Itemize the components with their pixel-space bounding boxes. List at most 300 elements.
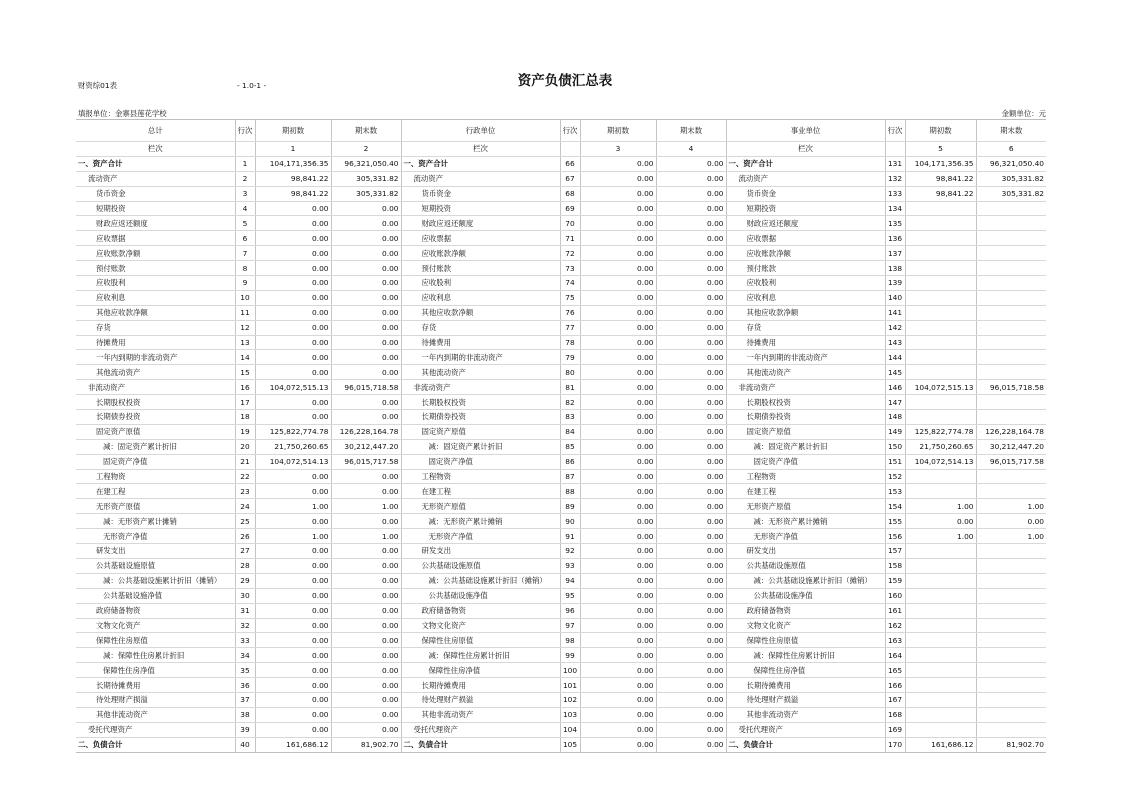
institution-opening-balance (905, 365, 976, 380)
institution-line-number: 135 (885, 216, 905, 231)
closing-balance: 0.00 (331, 722, 401, 737)
line-number: 21 (235, 454, 255, 469)
table-row (76, 722, 1046, 737)
institution-item-name: 保障性住房净值 (726, 663, 885, 678)
institution-opening-balance (905, 201, 976, 216)
closing-balance: 0.00 (331, 692, 401, 707)
admin-closing-balance: 0.00 (656, 514, 726, 529)
admin-item-name: 流动资产 (401, 171, 560, 186)
institution-item-name: 公共基础设施净值 (726, 588, 885, 603)
line-number: 28 (235, 558, 255, 573)
admin-closing-balance: 0.00 (656, 395, 726, 410)
institution-opening-balance (905, 678, 976, 693)
institution-closing-balance (976, 722, 1046, 737)
line-number: 14 (235, 350, 255, 365)
institution-item-name: 长期股权投资 (726, 395, 885, 410)
institution-item-name: 货币资金 (726, 186, 885, 201)
item-name: 减：固定资产累计折旧 (76, 439, 235, 454)
item-name: 应收股利 (76, 276, 235, 291)
institution-closing-balance: 96,015,718.58 (976, 380, 1046, 395)
table-row (76, 276, 1046, 291)
institution-line-number: 155 (885, 514, 905, 529)
admin-closing-balance: 0.00 (656, 558, 726, 573)
closing-balance: 0.00 (331, 395, 401, 410)
closing-balance: 81,902.70 (331, 737, 401, 752)
institution-opening-balance (905, 276, 976, 291)
institution-item-name: 固定资产净值 (726, 454, 885, 469)
admin-line-number: 70 (560, 216, 580, 231)
closing-balance: 0.00 (331, 573, 401, 588)
admin-closing-balance: 0.00 (656, 678, 726, 693)
admin-item-name: 二、负债合计 (401, 737, 560, 752)
table-row (76, 410, 1046, 425)
admin-line-number: 69 (560, 201, 580, 216)
admin-item-name: 短期投资 (401, 201, 560, 216)
institution-item-name: 减：无形资产累计摊销 (726, 514, 885, 529)
institution-opening-balance: 98,841.22 (905, 186, 976, 201)
admin-line-number: 104 (560, 722, 580, 737)
admin-closing-balance: 0.00 (656, 290, 726, 305)
admin-opening-balance: 0.00 (580, 171, 656, 186)
closing-balance: 0.00 (331, 618, 401, 633)
admin-opening-balance: 0.00 (580, 469, 656, 484)
institution-item-name: 长期待摊费用 (726, 678, 885, 693)
item-name: 文物文化资产 (76, 618, 235, 633)
item-name: 二、负债合计 (76, 737, 235, 752)
institution-closing-balance (976, 231, 1046, 246)
institution-opening-balance (905, 469, 976, 484)
table-row (76, 469, 1046, 484)
admin-opening-balance: 0.00 (580, 305, 656, 320)
line-number: 27 (235, 544, 255, 559)
institution-opening-balance (905, 618, 976, 633)
institution-item-name: 固定资产原值 (726, 424, 885, 439)
admin-item-name: 长期待摊费用 (401, 678, 560, 693)
table-row (76, 618, 1046, 633)
table-row (76, 603, 1046, 618)
line-number: 4 (235, 201, 255, 216)
header-row (76, 120, 1046, 142)
admin-closing-balance: 0.00 (656, 573, 726, 588)
institution-line-number: 153 (885, 484, 905, 499)
opening-balance: 0.00 (255, 588, 331, 603)
line-number: 30 (235, 588, 255, 603)
institution-opening-balance: 104,072,515.13 (905, 380, 976, 395)
closing-balance: 1.00 (331, 529, 401, 544)
item-name: 流动资产 (76, 171, 235, 186)
institution-line-number: 166 (885, 678, 905, 693)
institution-line-number: 148 (885, 410, 905, 425)
admin-line-number: 98 (560, 633, 580, 648)
closing-balance: 0.00 (331, 544, 401, 559)
table-row (76, 484, 1046, 499)
admin-line-number: 102 (560, 692, 580, 707)
opening-balance: 0.00 (255, 365, 331, 380)
closing-balance: 0.00 (331, 633, 401, 648)
subheader-cell: 栏次 (76, 142, 235, 157)
institution-line-number: 150 (885, 439, 905, 454)
institution-item-name: 长期债券投资 (726, 410, 885, 425)
institution-line-number: 132 (885, 171, 905, 186)
closing-balance: 96,321,050.40 (331, 156, 401, 171)
opening-balance: 0.00 (255, 678, 331, 693)
institution-closing-balance (976, 350, 1046, 365)
closing-balance: 0.00 (331, 707, 401, 722)
opening-balance: 0.00 (255, 395, 331, 410)
closing-balance: 126,228,164.78 (331, 424, 401, 439)
closing-balance: 0.00 (331, 663, 401, 678)
admin-item-name: 减：固定资产累计折旧 (401, 439, 560, 454)
institution-opening-balance (905, 692, 976, 707)
admin-opening-balance: 0.00 (580, 663, 656, 678)
admin-opening-balance: 0.00 (580, 707, 656, 722)
institution-opening-balance: 125,822,774.78 (905, 424, 976, 439)
opening-balance: 0.00 (255, 201, 331, 216)
item-name: 保障性住房净值 (76, 663, 235, 678)
table-row (76, 335, 1046, 350)
table-row (76, 246, 1046, 261)
line-number: 31 (235, 603, 255, 618)
admin-opening-balance: 0.00 (580, 246, 656, 261)
institution-item-name: 应收账款净额 (726, 246, 885, 261)
opening-balance: 0.00 (255, 707, 331, 722)
item-name: 应收利息 (76, 290, 235, 305)
institution-line-number: 139 (885, 276, 905, 291)
item-name: 无形资产净值 (76, 529, 235, 544)
table-row (76, 454, 1046, 469)
item-name: 减：无形资产累计摊销 (76, 514, 235, 529)
institution-line-number: 145 (885, 365, 905, 380)
item-name: 财政应返还额度 (76, 216, 235, 231)
admin-item-name: 存货 (401, 320, 560, 335)
institution-line-number: 149 (885, 424, 905, 439)
item-name: 待处理财产损溢 (76, 692, 235, 707)
opening-balance: 0.00 (255, 410, 331, 425)
table-row (76, 678, 1046, 693)
institution-closing-balance (976, 335, 1046, 350)
line-number: 6 (235, 231, 255, 246)
institution-opening-balance (905, 544, 976, 559)
institution-closing-balance (976, 588, 1046, 603)
line-number: 12 (235, 320, 255, 335)
institution-line-number: 136 (885, 231, 905, 246)
subheader-cell: 2 (331, 142, 401, 157)
header-cell: 期末数 (976, 120, 1046, 142)
institution-closing-balance: 96,321,050.40 (976, 156, 1046, 171)
admin-closing-balance: 0.00 (656, 707, 726, 722)
item-name: 减：保障性住房累计折旧 (76, 648, 235, 663)
item-name: 存货 (76, 320, 235, 335)
institution-closing-balance (976, 633, 1046, 648)
closing-balance: 0.00 (331, 678, 401, 693)
table-row (76, 395, 1046, 410)
admin-item-name: 工程物资 (401, 469, 560, 484)
admin-closing-balance: 0.00 (656, 588, 726, 603)
opening-balance: 0.00 (255, 290, 331, 305)
closing-balance: 0.00 (331, 484, 401, 499)
institution-opening-balance (905, 633, 976, 648)
institution-line-number: 167 (885, 692, 905, 707)
admin-closing-balance: 0.00 (656, 276, 726, 291)
admin-opening-balance: 0.00 (580, 320, 656, 335)
institution-opening-balance (905, 305, 976, 320)
admin-line-number: 84 (560, 424, 580, 439)
admin-item-name: 减：无形资产累计摊销 (401, 514, 560, 529)
admin-line-number: 90 (560, 514, 580, 529)
institution-closing-balance: 126,228,164.78 (976, 424, 1046, 439)
item-name: 减：公共基础设施累计折旧（摊销） (76, 573, 235, 588)
admin-item-name: 受托代理资产 (401, 722, 560, 737)
item-name: 长期待摊费用 (76, 678, 235, 693)
admin-closing-balance: 0.00 (656, 544, 726, 559)
item-name: 长期股权投资 (76, 395, 235, 410)
admin-opening-balance: 0.00 (580, 186, 656, 201)
institution-closing-balance (976, 410, 1046, 425)
institution-item-name: 一、资产合计 (726, 156, 885, 171)
institution-opening-balance (905, 261, 976, 276)
header-cell: 事业单位 (726, 120, 885, 142)
item-name: 研发支出 (76, 544, 235, 559)
closing-balance: 0.00 (331, 514, 401, 529)
line-number: 29 (235, 573, 255, 588)
institution-item-name: 财政应返还额度 (726, 216, 885, 231)
admin-closing-balance: 0.00 (656, 320, 726, 335)
admin-opening-balance: 0.00 (580, 588, 656, 603)
line-number: 37 (235, 692, 255, 707)
admin-line-number: 87 (560, 469, 580, 484)
header-cell: 行次 (885, 120, 905, 142)
admin-opening-balance: 0.00 (580, 350, 656, 365)
admin-line-number: 79 (560, 350, 580, 365)
institution-item-name: 其他应收款净额 (726, 305, 885, 320)
admin-closing-balance: 0.00 (656, 365, 726, 380)
item-name: 短期投资 (76, 201, 235, 216)
admin-closing-balance: 0.00 (656, 246, 726, 261)
form-code: 财资综01表 (78, 81, 117, 90)
line-number: 36 (235, 678, 255, 693)
admin-closing-balance: 0.00 (656, 722, 726, 737)
institution-line-number: 140 (885, 290, 905, 305)
admin-closing-balance: 0.00 (656, 424, 726, 439)
table-row (76, 201, 1046, 216)
item-name: 政府储备物资 (76, 603, 235, 618)
header-cell: 期末数 (656, 120, 726, 142)
header-cell: 行次 (560, 120, 580, 142)
admin-closing-balance: 0.00 (656, 201, 726, 216)
subheader-cell: 5 (905, 142, 976, 157)
item-name: 待摊费用 (76, 335, 235, 350)
admin-closing-balance: 0.00 (656, 454, 726, 469)
opening-balance: 0.00 (255, 558, 331, 573)
admin-line-number: 105 (560, 737, 580, 752)
admin-closing-balance: 0.00 (656, 305, 726, 320)
closing-balance: 0.00 (331, 246, 401, 261)
opening-balance: 0.00 (255, 633, 331, 648)
institution-item-name: 短期投资 (726, 201, 885, 216)
line-number: 35 (235, 663, 255, 678)
institution-item-name: 政府储备物资 (726, 603, 885, 618)
institution-opening-balance (905, 350, 976, 365)
admin-line-number: 86 (560, 454, 580, 469)
line-number: 33 (235, 633, 255, 648)
header-cell: 总计 (76, 120, 235, 142)
table-row (76, 633, 1046, 648)
table-row (76, 499, 1046, 514)
admin-closing-balance: 0.00 (656, 380, 726, 395)
opening-balance: 0.00 (255, 514, 331, 529)
institution-line-number: 146 (885, 380, 905, 395)
institution-closing-balance (976, 305, 1046, 320)
admin-line-number: 68 (560, 186, 580, 201)
table-row (76, 186, 1046, 201)
admin-closing-balance: 0.00 (656, 603, 726, 618)
institution-opening-balance: 1.00 (905, 529, 976, 544)
institution-opening-balance: 0.00 (905, 514, 976, 529)
institution-opening-balance (905, 320, 976, 335)
item-name: 其他流动资产 (76, 365, 235, 380)
institution-line-number: 168 (885, 707, 905, 722)
table-row (76, 737, 1046, 752)
institution-line-number: 143 (885, 335, 905, 350)
admin-opening-balance: 0.00 (580, 558, 656, 573)
institution-item-name: 应收股利 (726, 276, 885, 291)
table-row (76, 171, 1046, 186)
admin-closing-balance: 0.00 (656, 737, 726, 752)
table-row (76, 558, 1046, 573)
admin-line-number: 91 (560, 529, 580, 544)
table-row (76, 648, 1046, 663)
admin-closing-balance: 0.00 (656, 484, 726, 499)
table-row (76, 380, 1046, 395)
table-row (76, 261, 1046, 276)
institution-line-number: 157 (885, 544, 905, 559)
table-row (76, 350, 1046, 365)
line-number: 32 (235, 618, 255, 633)
closing-balance: 30,212,447.20 (331, 439, 401, 454)
institution-opening-balance: 104,171,356.35 (905, 156, 976, 171)
balance-sheet-table (76, 119, 1046, 753)
institution-closing-balance (976, 201, 1046, 216)
institution-item-name: 文物文化资产 (726, 618, 885, 633)
admin-closing-balance: 0.00 (656, 261, 726, 276)
table-row (76, 588, 1046, 603)
institution-closing-balance (976, 558, 1046, 573)
institution-item-name: 非流动资产 (726, 380, 885, 395)
admin-opening-balance: 0.00 (580, 156, 656, 171)
line-number: 1 (235, 156, 255, 171)
institution-opening-balance (905, 707, 976, 722)
table-row (76, 544, 1046, 559)
institution-opening-balance (905, 663, 976, 678)
opening-balance: 1.00 (255, 529, 331, 544)
institution-line-number: 142 (885, 320, 905, 335)
line-number: 19 (235, 424, 255, 439)
opening-balance: 1.00 (255, 499, 331, 514)
admin-line-number: 74 (560, 276, 580, 291)
institution-closing-balance: 30,212,447.20 (976, 439, 1046, 454)
closing-balance: 0.00 (331, 216, 401, 231)
admin-closing-balance: 0.00 (656, 663, 726, 678)
admin-item-name: 财政应返还额度 (401, 216, 560, 231)
admin-opening-balance: 0.00 (580, 335, 656, 350)
institution-item-name: 无形资产原值 (726, 499, 885, 514)
item-name: 无形资产原值 (76, 499, 235, 514)
admin-opening-balance: 0.00 (580, 454, 656, 469)
institution-closing-balance (976, 544, 1046, 559)
opening-balance: 0.00 (255, 484, 331, 499)
line-number: 23 (235, 484, 255, 499)
line-number: 15 (235, 365, 255, 380)
admin-item-name: 在建工程 (401, 484, 560, 499)
admin-item-name: 应收股利 (401, 276, 560, 291)
closing-balance: 0.00 (331, 350, 401, 365)
closing-balance: 305,331.82 (331, 186, 401, 201)
header-cell: 期初数 (580, 120, 656, 142)
item-name: 工程物资 (76, 469, 235, 484)
item-name: 货币资金 (76, 186, 235, 201)
closing-balance: 0.00 (331, 201, 401, 216)
admin-closing-balance: 0.00 (656, 186, 726, 201)
admin-item-name: 应收利息 (401, 290, 560, 305)
admin-opening-balance: 0.00 (580, 648, 656, 663)
closing-balance: 0.00 (331, 261, 401, 276)
institution-opening-balance (905, 231, 976, 246)
closing-balance: 0.00 (331, 588, 401, 603)
closing-balance: 0.00 (331, 290, 401, 305)
table-row (76, 529, 1046, 544)
item-name: 预付账款 (76, 261, 235, 276)
admin-item-name: 无形资产原值 (401, 499, 560, 514)
closing-balance: 0.00 (331, 335, 401, 350)
reporting-unit: 填报单位：金寨县莲花学校 (78, 109, 167, 118)
institution-line-number: 141 (885, 305, 905, 320)
admin-line-number: 77 (560, 320, 580, 335)
institution-item-name: 应收利息 (726, 290, 885, 305)
item-name: 一、资产合计 (76, 156, 235, 171)
admin-opening-balance: 0.00 (580, 380, 656, 395)
admin-item-name: 待摊费用 (401, 335, 560, 350)
admin-item-name: 其他应收款净额 (401, 305, 560, 320)
institution-item-name: 研发支出 (726, 544, 885, 559)
admin-opening-balance: 0.00 (580, 692, 656, 707)
item-name: 应收票据 (76, 231, 235, 246)
institution-item-name: 预付账款 (726, 261, 885, 276)
admin-line-number: 83 (560, 410, 580, 425)
admin-line-number: 76 (560, 305, 580, 320)
institution-closing-balance: 1.00 (976, 499, 1046, 514)
admin-opening-balance: 0.00 (580, 216, 656, 231)
institution-closing-balance: 1.00 (976, 529, 1046, 544)
closing-balance: 0.00 (331, 276, 401, 291)
admin-item-name: 一、资产合计 (401, 156, 560, 171)
institution-opening-balance (905, 290, 976, 305)
institution-line-number: 144 (885, 350, 905, 365)
admin-item-name: 应收票据 (401, 231, 560, 246)
admin-closing-balance: 0.00 (656, 529, 726, 544)
admin-line-number: 100 (560, 663, 580, 678)
admin-line-number: 67 (560, 171, 580, 186)
institution-opening-balance: 1.00 (905, 499, 976, 514)
institution-line-number: 164 (885, 648, 905, 663)
header-cell: 期初数 (905, 120, 976, 142)
institution-item-name: 一年内到期的非流动资产 (726, 350, 885, 365)
admin-closing-balance: 0.00 (656, 439, 726, 454)
opening-balance: 0.00 (255, 573, 331, 588)
admin-line-number: 93 (560, 558, 580, 573)
table-row (76, 305, 1046, 320)
table-row (76, 290, 1046, 305)
closing-balance: 0.00 (331, 320, 401, 335)
